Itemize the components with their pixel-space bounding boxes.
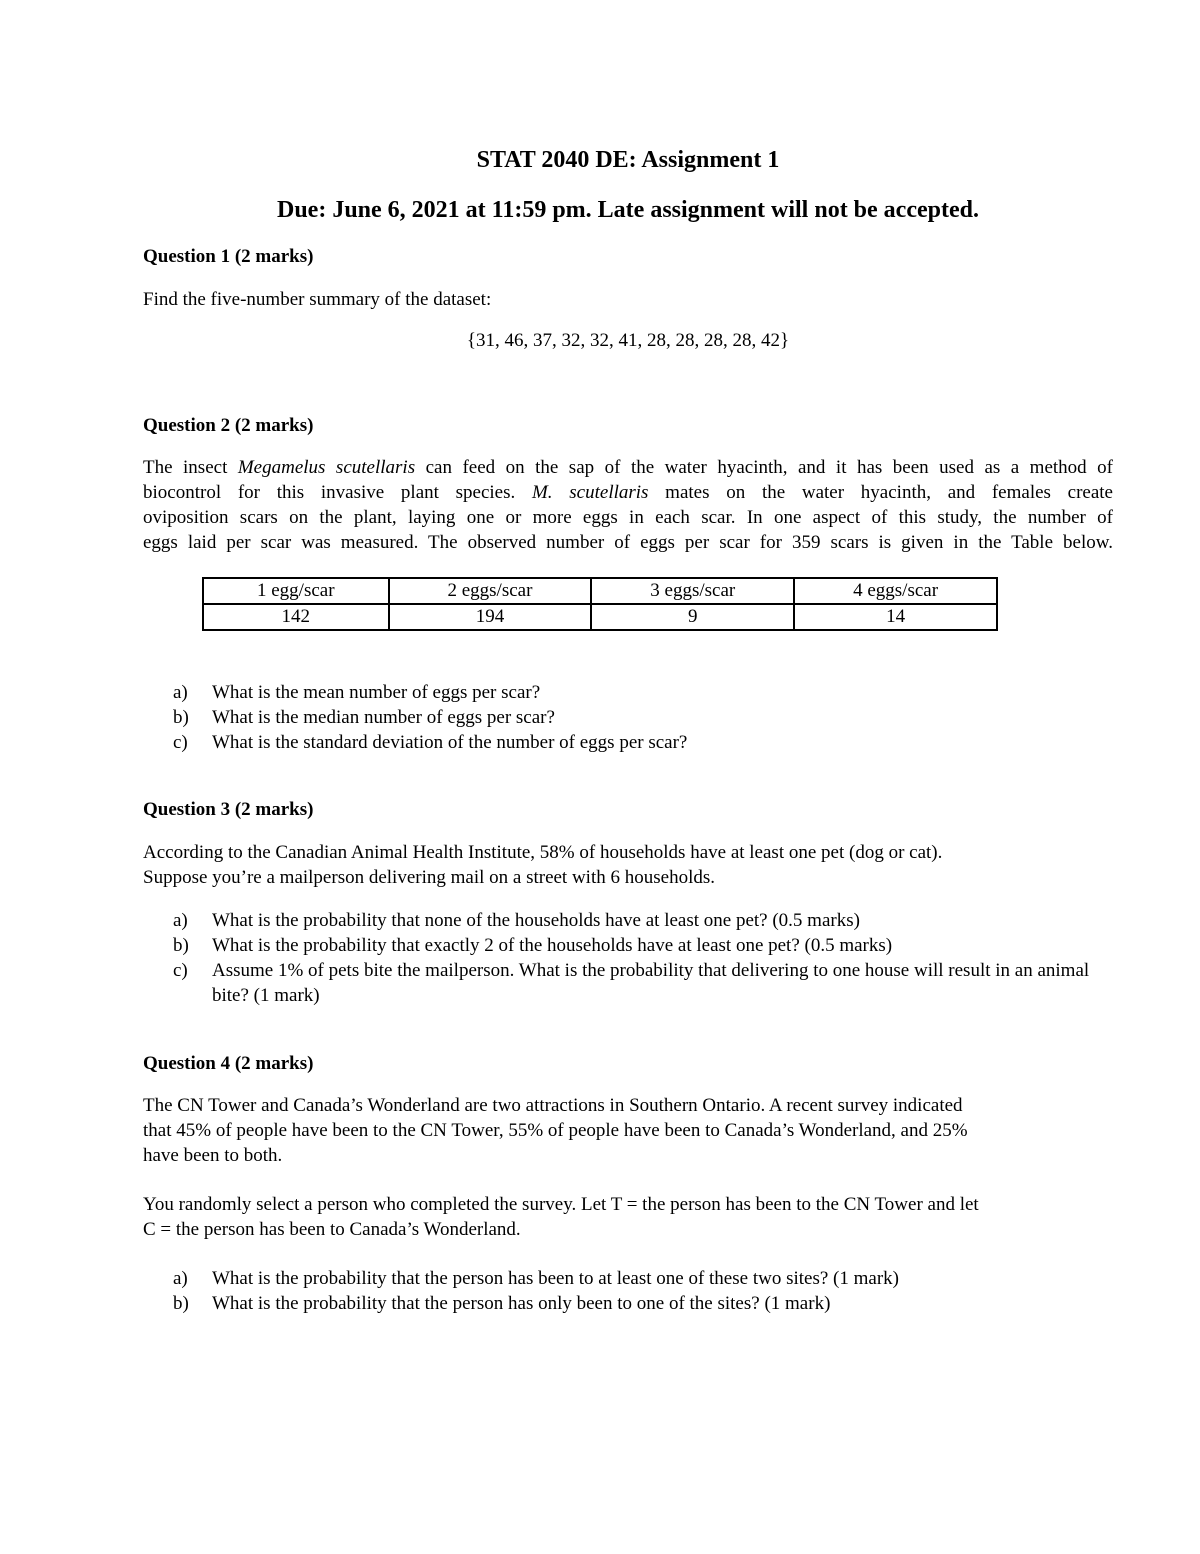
species-name: Megamelus scutellaris [237,457,416,478]
due-date-notice: Due: June 6, 2021 at 11:59 pm. Late assignment will not be accepted. [277,197,979,223]
table-cell: 9 [591,604,794,630]
question-2-heading: Question 2 (2 marks) [143,415,314,436]
table-header-cell: 1 egg/scar [203,578,389,604]
list-item: b) What is the median number of eggs per scar? [173,707,555,728]
eggs-per-scar-table [202,577,998,631]
question-1-dataset: {31, 46, 37, 32, 32, 41, 28, 28, 28, 28, 42} [466,330,790,351]
list-item: a) What is the probability that the person has been to at least one of these two sites? (1 mark) [173,1268,899,1289]
question-2-line-1: The insect Megamelus scutellaris can feed on the sap of the water hyacinth, and it has been used as a method of [143,457,1113,478]
list-item: b) What is the probability that exactly 2 of the households have at least one pet? (0.5 marks) [173,935,893,956]
list-item: a) What is the mean number of eggs per scar? [173,682,541,703]
question-3-paragraph: According to the Canadian Animal Health Institute, 58% of households have at least one pet (dog or cat). Suppose you’re a mailperson delivering mail on a street with 6 households. [143,842,943,888]
table-header-row [203,578,997,604]
table-header-cell: 4 eggs/scar [794,578,997,604]
table-header-cell: 2 eggs/scar [389,578,592,604]
document-title: STAT 2040 DE: Assignment 1 [476,147,780,173]
table-row [203,604,997,630]
species-short-name: M. scutellaris [531,482,649,503]
question-3-subquestions [173,908,1113,1008]
list-item: c) What is the standard deviation of the number of eggs per scar? [173,732,688,753]
question-1-heading: Question 1 (2 marks) [143,246,314,267]
question-4-paragraph-1: The CN Tower and Canada’s Wonderland are two attractions in Southern Ontario. A recent survey indicated that 45% of people have been to the CN Tower, 55% of people have been to Canada’s Wonderland, and 25% have been to both. [143,1095,968,1166]
table-cell: 142 [203,604,389,630]
list-item: c) Assume 1% of pets bite the mailperson. What is the probability that delivering to one house will result in an animal bite? (1 mark) [173,960,1090,1006]
question-1-prompt: Find the five-number summary of the dataset: [143,289,492,310]
question-4-heading: Question 4 (2 marks) [143,1053,314,1074]
question-2-subquestions [173,680,1113,755]
question-3-heading: Question 3 (2 marks) [143,799,314,820]
table-cell: 14 [794,604,997,630]
question-4-paragraph-2: You randomly select a person who completed the survey. Let T = the person has been to the CN Tower and let C = the person has been to Canada’s Wonderland. [143,1194,979,1240]
list-item: b) What is the probability that the person has only been to one of the sites? (1 mark) [173,1293,831,1314]
question-2-paragraph [143,455,1113,555]
table-cell: 194 [389,604,592,630]
list-item: a) What is the probability that none of the households have at least one pet? (0.5 marks) [173,910,860,931]
table-header-cell: 3 eggs/scar [591,578,794,604]
question-2-line-3: oviposition scars on the plant, laying one or more eggs in each scar. In one aspect of this study, the number of [143,507,1113,528]
question-4-subquestions [173,1266,1113,1316]
question-2-line-4: eggs laid per scar was measured. The observed number of eggs per scar for 359 scars is given in the Table below. [143,532,1113,553]
question-2-line-2: biocontrol for this invasive plant species. M. scutellaris mates on the water hyacinth, and females create [143,482,1113,503]
